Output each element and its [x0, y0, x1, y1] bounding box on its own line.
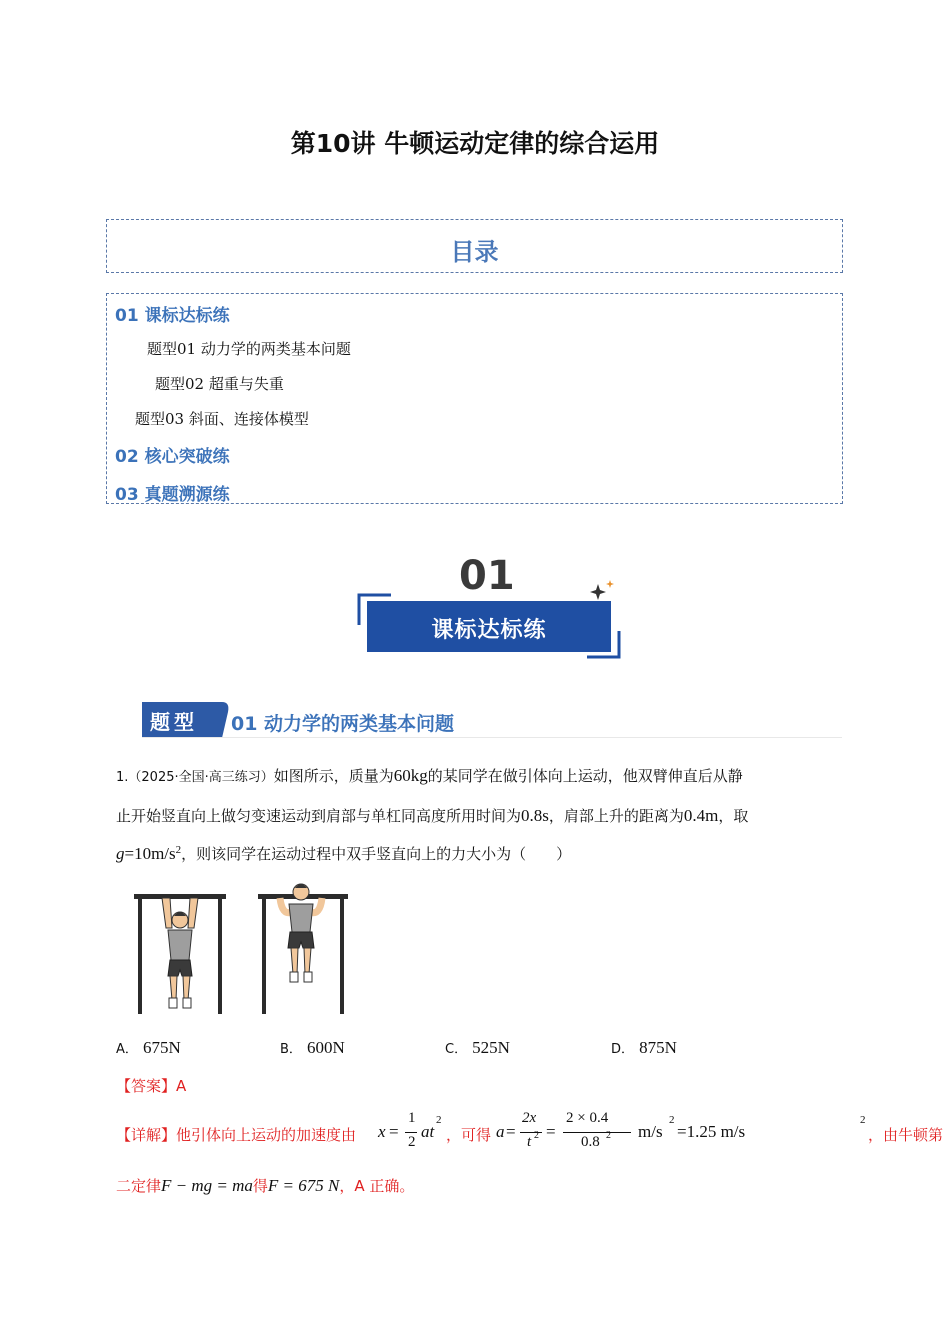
formula-a: a	[496, 1122, 505, 1141]
detail-text: ，A 正确。	[339, 1177, 415, 1195]
toc-heading-box	[106, 219, 843, 273]
option-d-letter: D．	[611, 1042, 635, 1057]
section-banner-label: 课标达标练	[431, 618, 547, 643]
question-line-3	[116, 843, 571, 864]
divider	[142, 737, 842, 738]
toc-heading: 目录	[450, 238, 499, 266]
question-source: （2025·全国·高三练习）	[128, 770, 274, 785]
formula-denominator: 2	[408, 1134, 416, 1150]
option-d[interactable]	[611, 1038, 677, 1058]
toc-item-type-03[interactable]: 题型03 斜面、连接体模型	[135, 410, 309, 428]
newton-law-equation: F − mg = ma	[161, 1176, 253, 1195]
question-line-1	[116, 765, 743, 786]
formula-t: t	[527, 1134, 532, 1150]
formula-exponent: 2	[860, 1114, 866, 1126]
question-text: 止开始竖直向上做匀变速运动到肩部与单杠同高度所用时间为	[116, 807, 522, 825]
toc-section-01[interactable]: 01 课标达标练	[115, 306, 230, 326]
option-a-letter: A．	[116, 1042, 138, 1057]
question-line-2	[116, 805, 748, 826]
formula-exponent: 2	[436, 1114, 442, 1126]
formula-numerator: 1	[408, 1110, 416, 1126]
option-c[interactable]	[445, 1038, 510, 1058]
formula-2x: 2x	[522, 1110, 537, 1126]
force-result: F = 675 N	[267, 1176, 340, 1195]
detail-text: 得	[252, 1177, 268, 1195]
type-heading-title: 01 动力学的两类基本问题	[231, 713, 455, 735]
document-title: 第10讲 牛顿运动定律的综合运用	[290, 129, 660, 158]
detail-line-2	[116, 1175, 414, 1196]
formula-equals: =	[389, 1122, 399, 1141]
detail-label: 【详解】他引体向上运动的加速度由	[116, 1126, 357, 1144]
g-symbol: g	[116, 844, 125, 863]
formula-x: x	[378, 1122, 386, 1141]
formula-exponent: 2	[534, 1130, 539, 1141]
detail-text: 二定律	[116, 1177, 162, 1195]
question-text: 的某同学在做引体向上运动，他双臂伸直后从静	[427, 767, 743, 785]
section-number: 01	[459, 553, 515, 599]
formula-exponent: 2	[669, 1114, 675, 1126]
toc-section-03[interactable]: 03 真题溯源练	[115, 485, 230, 505]
option-b-value: 600N	[307, 1038, 345, 1057]
option-a-value: 675N	[143, 1038, 181, 1057]
question-number: 1.	[116, 770, 129, 785]
detail-text: ，可得	[446, 1126, 492, 1144]
option-c-value: 525N	[472, 1038, 510, 1057]
toc-list-box	[106, 293, 843, 504]
option-a[interactable]	[116, 1038, 181, 1058]
formula-at: at	[421, 1122, 435, 1141]
toc-item-type-02[interactable]: 题型02 超重与失重	[155, 375, 284, 393]
answer-label: 【答案】A	[116, 1077, 187, 1095]
option-b-letter: B．	[280, 1042, 302, 1057]
question-text: ，则该同学在运动过程中双手竖直向上的力大小为（ ）	[181, 845, 572, 863]
mass-value: 60kg	[393, 766, 428, 785]
person-arms-extended	[162, 898, 198, 1008]
pull-up-figure	[112, 880, 368, 1020]
formula-unit: m/s	[638, 1122, 663, 1141]
question-text: ，取	[718, 807, 749, 825]
formula-exponent: 2	[606, 1130, 611, 1141]
section-banner	[367, 601, 611, 652]
detail-text: ，由牛顿第	[868, 1126, 944, 1144]
formula-numeric-numerator: 2 × 0.4	[566, 1110, 609, 1126]
formula-numeric-denominator: 0.8	[581, 1134, 600, 1150]
toc-item-type-01[interactable]: 题型01 动力学的两类基本问题	[147, 340, 351, 358]
question-text: ，肩部上升的距离为	[548, 807, 684, 825]
time-value: 0.8s	[521, 806, 549, 825]
option-d-value: 875N	[639, 1038, 677, 1057]
g-value: =10m/s	[124, 844, 176, 863]
distance-value: 0.4m	[683, 806, 719, 825]
toc-section-02[interactable]: 02 核心突破练	[115, 447, 230, 467]
type-badge-label: 题型	[150, 710, 198, 734]
formula-result: =1.25 m/s	[677, 1122, 746, 1141]
question-text: 如图所示，质量为	[273, 767, 394, 785]
fraction-bar	[563, 1132, 631, 1133]
fraction-bar	[405, 1132, 417, 1133]
g-exponent: 2	[175, 844, 182, 856]
option-b[interactable]	[280, 1038, 345, 1058]
option-c-letter: C．	[445, 1042, 468, 1057]
